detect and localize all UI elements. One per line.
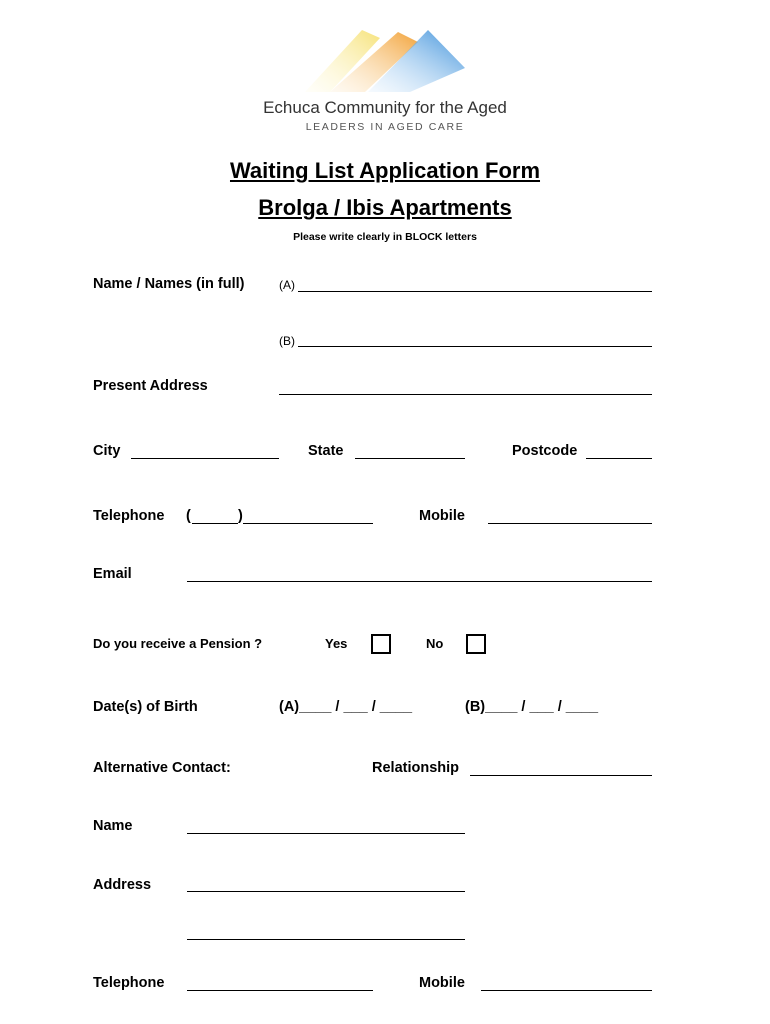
telephone-label: Telephone [93,508,165,524]
alt-mobile-field[interactable] [481,990,652,991]
organization-name: Echuca Community for the Aged [263,98,507,117]
name-b-field[interactable] [298,346,652,347]
city-field[interactable] [131,458,279,459]
postcode-label: Postcode [512,443,578,459]
relationship-label: Relationship [372,760,460,776]
alt-address-label: Address [93,877,152,893]
form-subtitle: Brolga / Ibis Apartments [258,195,512,220]
dob-a-field[interactable]: (A)____ / ___ / ____ [279,699,413,715]
name-b-marker: (B) [279,334,295,348]
name-a-field[interactable] [298,291,652,292]
relationship-field[interactable] [470,775,652,776]
pension-no-label: No [426,636,444,651]
area-code-open: ( [186,508,191,524]
alt-telephone-label: Telephone [93,975,165,991]
city-label: City [93,443,121,459]
area-code-close: ) [238,508,243,524]
pension-yes-label: Yes [325,636,348,651]
mobile-label: Mobile [419,508,465,524]
dob-b-field[interactable]: (B)____ / ___ / ____ [465,699,599,715]
state-label: State [308,443,344,459]
organization-tagline: LEADERS IN AGED CARE [305,121,465,133]
alternative-contact-label: Alternative Contact: [93,760,231,776]
names-label: Name / Names (in full) [93,276,245,292]
alt-telephone-field[interactable] [187,990,373,991]
form-title: Waiting List Application Form [229,158,541,183]
state-field[interactable] [355,458,465,459]
pension-question: Do you receive a Pension ? [93,636,263,651]
alt-name-field[interactable] [187,833,465,834]
alt-address-field-line1[interactable] [187,891,465,892]
form-instruction: Please write clearly in BLOCK letters [293,231,477,243]
email-label: Email [93,566,132,582]
present-address-field[interactable] [279,394,652,395]
dob-label: Date(s) of Birth [93,699,198,715]
area-code-field[interactable] [192,523,238,524]
alt-address-field-line2[interactable] [187,939,465,940]
telephone-field[interactable] [243,523,373,524]
email-field[interactable] [187,581,652,582]
present-address-label: Present Address [93,378,208,394]
alt-mobile-label: Mobile [419,975,465,991]
postcode-field[interactable] [586,458,652,459]
mobile-field[interactable] [488,523,652,524]
pension-yes-checkbox[interactable] [371,634,391,654]
alt-name-label: Name [93,818,133,834]
name-a-marker: (A) [279,278,295,292]
pension-no-checkbox[interactable] [466,634,486,654]
mountain-peaks-logo-icon [300,28,470,96]
